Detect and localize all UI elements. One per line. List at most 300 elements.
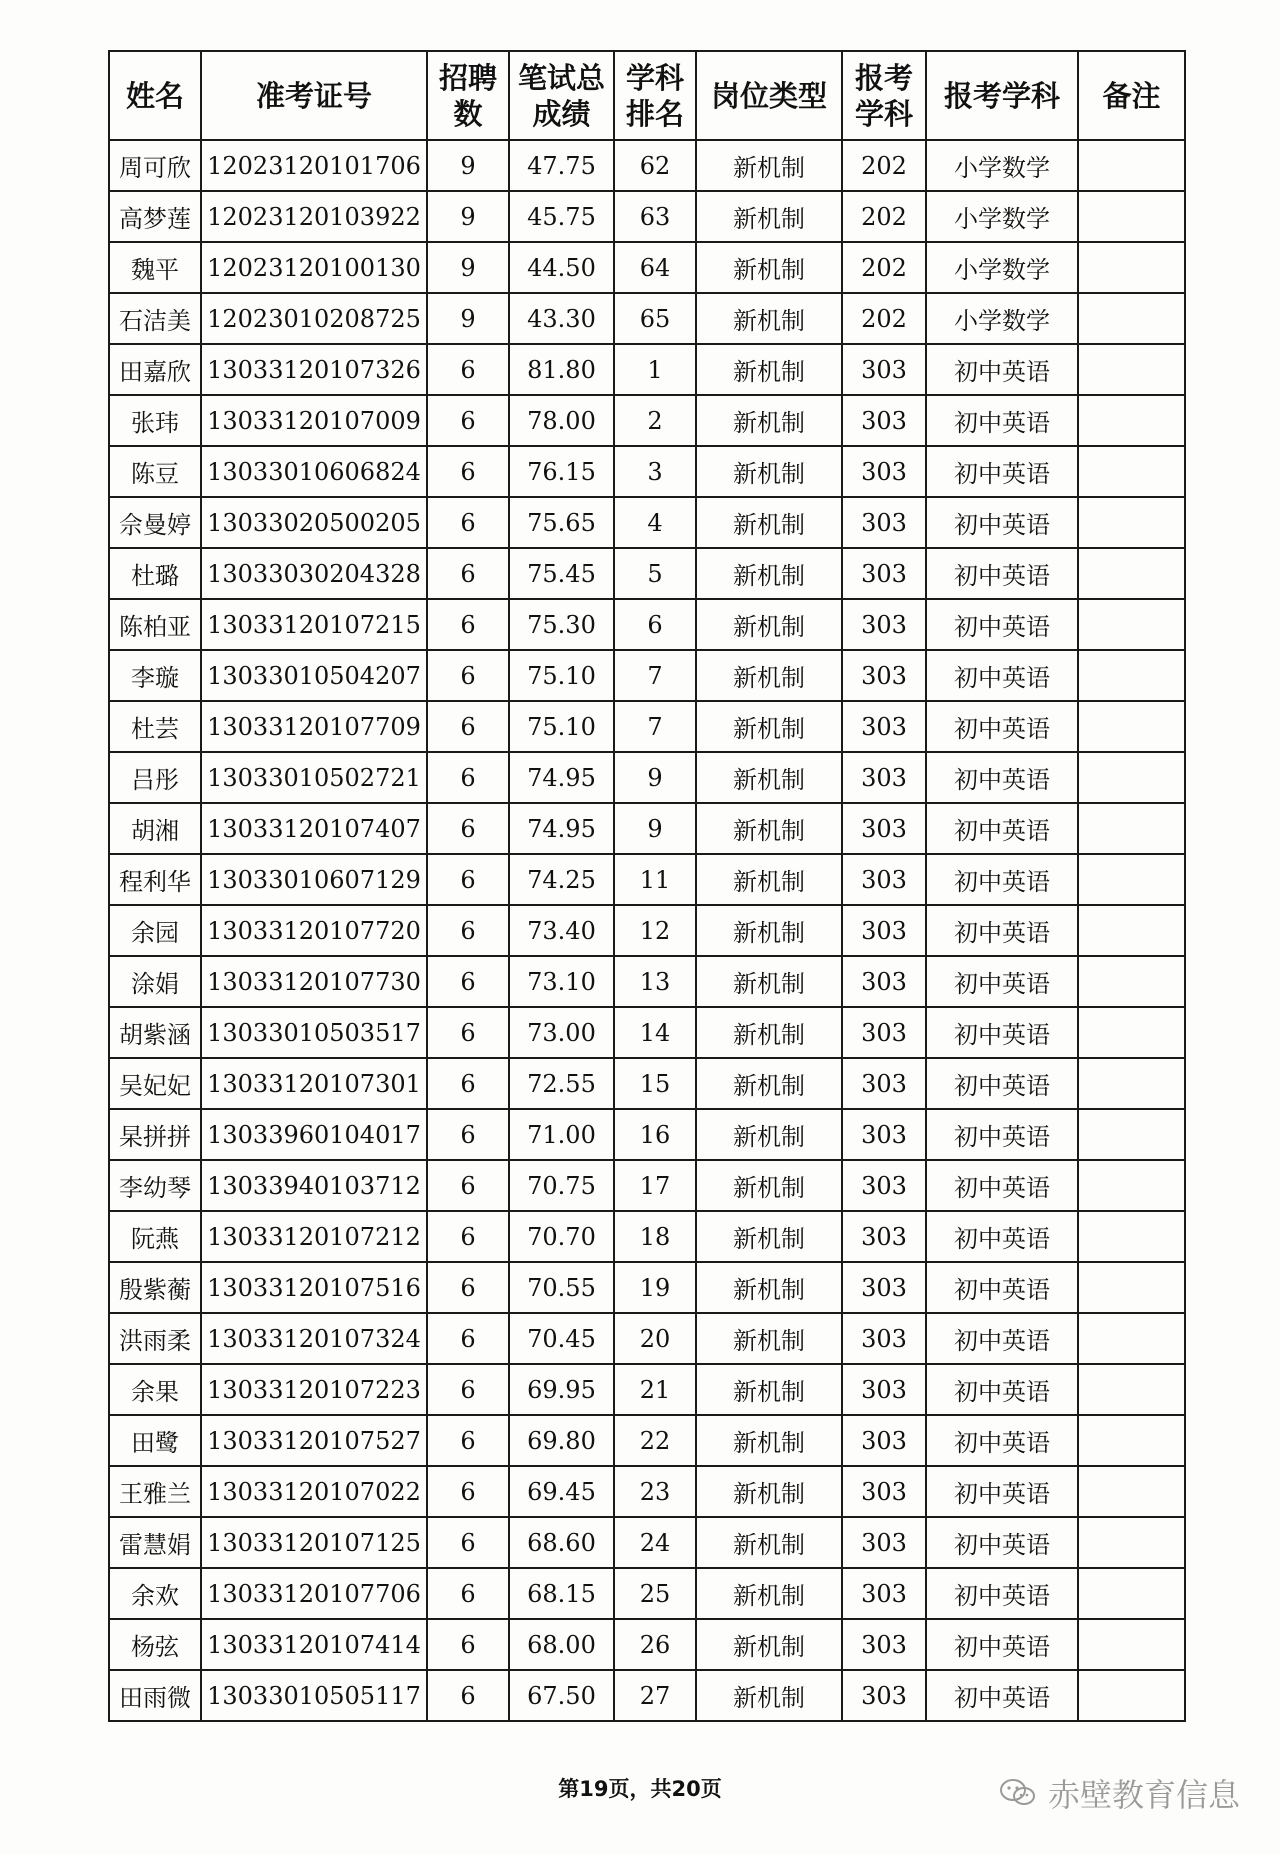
cell-exam-id: 13033120107324 [201, 1313, 427, 1364]
header-row [109, 51, 1185, 140]
cell-position-type: 新机制 [696, 956, 842, 1007]
cell-subject-code: 303 [842, 446, 926, 497]
cell-position-type: 新机制 [696, 803, 842, 854]
cell-subject-name: 初中英语 [926, 497, 1078, 548]
cell-position-type: 新机制 [696, 1517, 842, 1568]
cell-exam-id: 12023120100130 [201, 242, 427, 293]
cell-remark [1078, 191, 1185, 242]
cell-written-score: 73.00 [509, 1007, 614, 1058]
cell-recruit-count: 6 [427, 1313, 509, 1364]
cell-subject-name: 初中英语 [926, 1364, 1078, 1415]
cell-recruit-count: 6 [427, 1058, 509, 1109]
cell-subject-name: 初中英语 [926, 1058, 1078, 1109]
cell-subject-rank: 11 [614, 854, 696, 905]
cell-written-score: 70.55 [509, 1262, 614, 1313]
cell-subject-name: 初中英语 [926, 752, 1078, 803]
cell-subject-rank: 25 [614, 1568, 696, 1619]
cell-exam-id: 13033120107212 [201, 1211, 427, 1262]
cell-exam-id: 12023010208725 [201, 293, 427, 344]
cell-remark [1078, 140, 1185, 191]
cell-subject-code: 303 [842, 1517, 926, 1568]
cell-subject-name: 初中英语 [926, 854, 1078, 905]
cell-exam-id: 13033120107022 [201, 1466, 427, 1517]
cell-subject-name: 初中英语 [926, 905, 1078, 956]
cell-subject-name: 小学数学 [926, 242, 1078, 293]
cell-name: 陈豆 [109, 446, 201, 497]
cell-exam-id: 13033010503517 [201, 1007, 427, 1058]
cell-written-score: 68.00 [509, 1619, 614, 1670]
cell-subject-rank: 5 [614, 548, 696, 599]
cell-recruit-count: 6 [427, 1211, 509, 1262]
cell-recruit-count: 6 [427, 1568, 509, 1619]
cell-recruit-count: 6 [427, 905, 509, 956]
cell-name: 田嘉欣 [109, 344, 201, 395]
cell-position-type: 新机制 [696, 242, 842, 293]
table-row [109, 1466, 1185, 1517]
header-subject-name: 报考学科 [926, 51, 1078, 140]
cell-subject-name: 初中英语 [926, 803, 1078, 854]
cell-subject-rank: 17 [614, 1160, 696, 1211]
table-row [109, 1364, 1185, 1415]
cell-subject-rank: 27 [614, 1670, 696, 1721]
table-row [109, 1619, 1185, 1670]
cell-subject-name: 初中英语 [926, 1007, 1078, 1058]
cell-recruit-count: 6 [427, 548, 509, 599]
cell-subject-code: 303 [842, 803, 926, 854]
cell-subject-rank: 23 [614, 1466, 696, 1517]
cell-position-type: 新机制 [696, 548, 842, 599]
cell-written-score: 76.15 [509, 446, 614, 497]
cell-exam-id: 13033940103712 [201, 1160, 427, 1211]
cell-written-score: 75.10 [509, 650, 614, 701]
cell-subject-rank: 19 [614, 1262, 696, 1313]
cell-position-type: 新机制 [696, 1364, 842, 1415]
cell-position-type: 新机制 [696, 1670, 842, 1721]
cell-subject-name: 初中英语 [926, 650, 1078, 701]
cell-remark [1078, 599, 1185, 650]
cell-subject-rank: 14 [614, 1007, 696, 1058]
cell-name: 张玮 [109, 395, 201, 446]
cell-position-type: 新机制 [696, 1415, 842, 1466]
cell-exam-id: 13033010505117 [201, 1670, 427, 1721]
cell-exam-id: 13033010607129 [201, 854, 427, 905]
cell-name: 雷慧娟 [109, 1517, 201, 1568]
header-subject-code: 报考学科 [842, 51, 926, 140]
cell-written-score: 74.25 [509, 854, 614, 905]
table-row [109, 905, 1185, 956]
cell-name: 高梦莲 [109, 191, 201, 242]
cell-exam-id: 13033120107009 [201, 395, 427, 446]
cell-subject-rank: 62 [614, 140, 696, 191]
cell-exam-id: 13033120107706 [201, 1568, 427, 1619]
table-row [109, 1568, 1185, 1619]
cell-subject-code: 303 [842, 1058, 926, 1109]
cell-written-score: 73.10 [509, 956, 614, 1007]
cell-written-score: 73.40 [509, 905, 614, 956]
cell-remark [1078, 395, 1185, 446]
cell-subject-code: 303 [842, 956, 926, 1007]
cell-remark [1078, 1466, 1185, 1517]
cell-position-type: 新机制 [696, 854, 842, 905]
cell-name: 魏平 [109, 242, 201, 293]
cell-written-score: 68.60 [509, 1517, 614, 1568]
cell-subject-code: 303 [842, 1007, 926, 1058]
watermark-text: 赤壁教育信息 [1048, 1776, 1241, 1814]
table-row [109, 395, 1185, 446]
cell-remark [1078, 1211, 1185, 1262]
cell-subject-name: 初中英语 [926, 1160, 1078, 1211]
cell-name: 吕彤 [109, 752, 201, 803]
cell-recruit-count: 6 [427, 395, 509, 446]
cell-written-score: 74.95 [509, 752, 614, 803]
table-row [109, 548, 1185, 599]
cell-subject-code: 303 [842, 1313, 926, 1364]
cell-position-type: 新机制 [696, 1211, 842, 1262]
cell-subject-code: 303 [842, 701, 926, 752]
cell-subject-name: 小学数学 [926, 293, 1078, 344]
cell-written-score: 75.10 [509, 701, 614, 752]
table-row [109, 650, 1185, 701]
cell-subject-rank: 12 [614, 905, 696, 956]
cell-recruit-count: 6 [427, 599, 509, 650]
cell-remark [1078, 1568, 1185, 1619]
table-row [109, 1670, 1185, 1721]
cell-remark [1078, 344, 1185, 395]
cell-written-score: 71.00 [509, 1109, 614, 1160]
cell-subject-rank: 9 [614, 752, 696, 803]
cell-recruit-count: 6 [427, 1007, 509, 1058]
table-row [109, 1007, 1185, 1058]
cell-remark [1078, 1670, 1185, 1721]
cell-name: 余园 [109, 905, 201, 956]
cell-name: 杜璐 [109, 548, 201, 599]
cell-position-type: 新机制 [696, 650, 842, 701]
cell-subject-code: 202 [842, 140, 926, 191]
cell-recruit-count: 6 [427, 1109, 509, 1160]
cell-subject-code: 303 [842, 1568, 926, 1619]
cell-subject-name: 初中英语 [926, 701, 1078, 752]
cell-written-score: 69.80 [509, 1415, 614, 1466]
table-row [109, 1109, 1185, 1160]
cell-remark [1078, 548, 1185, 599]
cell-subject-name: 初中英语 [926, 1517, 1078, 1568]
cell-subject-rank: 24 [614, 1517, 696, 1568]
cell-subject-rank: 20 [614, 1313, 696, 1364]
cell-subject-code: 303 [842, 548, 926, 599]
cell-exam-id: 12023120101706 [201, 140, 427, 191]
cell-subject-rank: 3 [614, 446, 696, 497]
cell-subject-rank: 1 [614, 344, 696, 395]
table-row [109, 1313, 1185, 1364]
cell-subject-code: 303 [842, 344, 926, 395]
table-row [109, 497, 1185, 548]
cell-recruit-count: 6 [427, 344, 509, 395]
cell-subject-rank: 4 [614, 497, 696, 548]
table-row [109, 803, 1185, 854]
cell-subject-code: 303 [842, 1262, 926, 1313]
cell-written-score: 68.15 [509, 1568, 614, 1619]
cell-name: 田鹭 [109, 1415, 201, 1466]
cell-position-type: 新机制 [696, 1007, 842, 1058]
cell-exam-id: 13033120107407 [201, 803, 427, 854]
cell-recruit-count: 9 [427, 293, 509, 344]
header-exam-id: 准考证号 [201, 51, 427, 140]
cell-name: 胡紫涵 [109, 1007, 201, 1058]
cell-remark [1078, 1313, 1185, 1364]
cell-remark [1078, 701, 1185, 752]
cell-subject-name: 初中英语 [926, 1466, 1078, 1517]
cell-subject-rank: 63 [614, 191, 696, 242]
cell-name: 杜芸 [109, 701, 201, 752]
cell-recruit-count: 6 [427, 1466, 509, 1517]
cell-subject-name: 初中英语 [926, 1415, 1078, 1466]
cell-recruit-count: 6 [427, 854, 509, 905]
cell-written-score: 70.45 [509, 1313, 614, 1364]
cell-name: 佘曼婷 [109, 497, 201, 548]
table-row [109, 1517, 1185, 1568]
cell-recruit-count: 6 [427, 1619, 509, 1670]
cell-written-score: 75.65 [509, 497, 614, 548]
cell-exam-id: 13033120107125 [201, 1517, 427, 1568]
table-row [109, 1415, 1185, 1466]
cell-exam-id: 13033020500205 [201, 497, 427, 548]
cell-subject-code: 303 [842, 1160, 926, 1211]
cell-subject-rank: 15 [614, 1058, 696, 1109]
cell-subject-code: 303 [842, 650, 926, 701]
cell-name: 周可欣 [109, 140, 201, 191]
cell-remark [1078, 956, 1185, 1007]
table-row [109, 1262, 1185, 1313]
cell-subject-name: 初中英语 [926, 446, 1078, 497]
cell-subject-rank: 13 [614, 956, 696, 1007]
cell-name: 陈柏亚 [109, 599, 201, 650]
cell-subject-rank: 21 [614, 1364, 696, 1415]
cell-name: 杲拼拼 [109, 1109, 201, 1160]
cell-exam-id: 13033120107414 [201, 1619, 427, 1670]
cell-exam-id: 13033120107215 [201, 599, 427, 650]
cell-exam-id: 13033120107720 [201, 905, 427, 956]
cell-position-type: 新机制 [696, 1568, 842, 1619]
cell-exam-id: 13033010504207 [201, 650, 427, 701]
watermark [998, 1770, 1240, 1816]
cell-recruit-count: 6 [427, 803, 509, 854]
cell-remark [1078, 752, 1185, 803]
cell-written-score: 70.75 [509, 1160, 614, 1211]
header-recruit-count: 招聘数 [427, 51, 509, 140]
header-subject-rank: 学科排名 [614, 51, 696, 140]
cell-position-type: 新机制 [696, 1058, 842, 1109]
cell-recruit-count: 9 [427, 191, 509, 242]
cell-recruit-count: 9 [427, 242, 509, 293]
score-table [108, 50, 1186, 1722]
cell-recruit-count: 6 [427, 1415, 509, 1466]
cell-name: 余欢 [109, 1568, 201, 1619]
cell-subject-code: 303 [842, 1109, 926, 1160]
header-position-type: 岗位类型 [696, 51, 842, 140]
cell-exam-id: 13033010606824 [201, 446, 427, 497]
cell-written-score: 72.55 [509, 1058, 614, 1109]
cell-subject-rank: 16 [614, 1109, 696, 1160]
cell-subject-code: 303 [842, 1211, 926, 1262]
cell-exam-id: 13033120107527 [201, 1415, 427, 1466]
cell-name: 王雅兰 [109, 1466, 201, 1517]
table-row [109, 701, 1185, 752]
cell-remark [1078, 1619, 1185, 1670]
cell-written-score: 47.75 [509, 140, 614, 191]
cell-name: 李璇 [109, 650, 201, 701]
cell-exam-id: 13033960104017 [201, 1109, 427, 1160]
cell-recruit-count: 6 [427, 1670, 509, 1721]
cell-subject-name: 初中英语 [926, 1670, 1078, 1721]
cell-subject-rank: 9 [614, 803, 696, 854]
table-row [109, 1160, 1185, 1211]
cell-recruit-count: 6 [427, 752, 509, 803]
cell-recruit-count: 6 [427, 497, 509, 548]
cell-position-type: 新机制 [696, 1466, 842, 1517]
table-row [109, 293, 1185, 344]
cell-recruit-count: 6 [427, 650, 509, 701]
cell-subject-name: 初中英语 [926, 1313, 1078, 1364]
cell-subject-code: 303 [842, 1619, 926, 1670]
cell-position-type: 新机制 [696, 293, 842, 344]
cell-subject-name: 初中英语 [926, 344, 1078, 395]
cell-written-score: 70.70 [509, 1211, 614, 1262]
cell-exam-id: 13033030204328 [201, 548, 427, 599]
cell-position-type: 新机制 [696, 599, 842, 650]
cell-subject-name: 初中英语 [926, 1262, 1078, 1313]
cell-written-score: 81.80 [509, 344, 614, 395]
cell-subject-code: 202 [842, 242, 926, 293]
cell-position-type: 新机制 [696, 1262, 842, 1313]
cell-remark [1078, 1415, 1185, 1466]
cell-recruit-count: 6 [427, 956, 509, 1007]
cell-subject-rank: 2 [614, 395, 696, 446]
cell-subject-rank: 18 [614, 1211, 696, 1262]
cell-name: 石洁美 [109, 293, 201, 344]
cell-written-score: 44.50 [509, 242, 614, 293]
cell-subject-code: 303 [842, 854, 926, 905]
cell-position-type: 新机制 [696, 446, 842, 497]
table-row [109, 242, 1185, 293]
cell-exam-id: 13033120107223 [201, 1364, 427, 1415]
cell-position-type: 新机制 [696, 752, 842, 803]
cell-name: 余果 [109, 1364, 201, 1415]
table-row [109, 446, 1185, 497]
cell-subject-rank: 6 [614, 599, 696, 650]
cell-subject-rank: 65 [614, 293, 696, 344]
cell-name: 杨弦 [109, 1619, 201, 1670]
table-row [109, 854, 1185, 905]
cell-position-type: 新机制 [696, 395, 842, 446]
cell-remark [1078, 1364, 1185, 1415]
cell-subject-name: 初中英语 [926, 395, 1078, 446]
cell-recruit-count: 6 [427, 701, 509, 752]
cell-subject-rank: 22 [614, 1415, 696, 1466]
cell-recruit-count: 6 [427, 1160, 509, 1211]
cell-written-score: 43.30 [509, 293, 614, 344]
cell-subject-name: 小学数学 [926, 191, 1078, 242]
cell-name: 李幼琴 [109, 1160, 201, 1211]
table-row [109, 344, 1185, 395]
cell-written-score: 45.75 [509, 191, 614, 242]
table-row [109, 191, 1185, 242]
cell-written-score: 75.45 [509, 548, 614, 599]
cell-exam-id: 12023120103922 [201, 191, 427, 242]
cell-subject-name: 小学数学 [926, 140, 1078, 191]
cell-recruit-count: 6 [427, 446, 509, 497]
cell-remark [1078, 293, 1185, 344]
cell-name: 殷紫蘅 [109, 1262, 201, 1313]
cell-remark [1078, 1109, 1185, 1160]
cell-position-type: 新机制 [696, 905, 842, 956]
cell-position-type: 新机制 [696, 497, 842, 548]
cell-name: 吴妃妃 [109, 1058, 201, 1109]
cell-exam-id: 13033120107516 [201, 1262, 427, 1313]
cell-exam-id: 13033120107326 [201, 344, 427, 395]
cell-subject-code: 303 [842, 497, 926, 548]
cell-subject-rank: 7 [614, 650, 696, 701]
cell-remark [1078, 446, 1185, 497]
cell-written-score: 69.45 [509, 1466, 614, 1517]
cell-position-type: 新机制 [696, 1109, 842, 1160]
cell-position-type: 新机制 [696, 1619, 842, 1670]
cell-remark [1078, 905, 1185, 956]
cell-written-score: 78.00 [509, 395, 614, 446]
cell-subject-name: 初中英语 [926, 599, 1078, 650]
cell-remark [1078, 1007, 1185, 1058]
table-row [109, 1211, 1185, 1262]
cell-subject-rank: 64 [614, 242, 696, 293]
cell-written-score: 69.95 [509, 1364, 614, 1415]
table-row [109, 956, 1185, 1007]
cell-name: 洪雨柔 [109, 1313, 201, 1364]
cell-subject-code: 303 [842, 905, 926, 956]
cell-position-type: 新机制 [696, 140, 842, 191]
cell-name: 胡湘 [109, 803, 201, 854]
cell-subject-rank: 7 [614, 701, 696, 752]
cell-name: 程利华 [109, 854, 201, 905]
cell-remark [1078, 242, 1185, 293]
cell-position-type: 新机制 [696, 344, 842, 395]
cell-exam-id: 13033120107301 [201, 1058, 427, 1109]
cell-name: 田雨微 [109, 1670, 201, 1721]
cell-subject-name: 初中英语 [926, 1568, 1078, 1619]
table-row [109, 1058, 1185, 1109]
cell-subject-code: 303 [842, 599, 926, 650]
cell-subject-name: 初中英语 [926, 956, 1078, 1007]
cell-subject-code: 303 [842, 1670, 926, 1721]
cell-remark [1078, 497, 1185, 548]
cell-position-type: 新机制 [696, 701, 842, 752]
table-row [109, 140, 1185, 191]
cell-subject-code: 303 [842, 1466, 926, 1517]
cell-subject-code: 202 [842, 191, 926, 242]
cell-remark [1078, 1058, 1185, 1109]
cell-subject-name: 初中英语 [926, 548, 1078, 599]
cell-remark [1078, 1517, 1185, 1568]
cell-subject-rank: 26 [614, 1619, 696, 1670]
cell-exam-id: 13033120107709 [201, 701, 427, 752]
cell-exam-id: 13033010502721 [201, 752, 427, 803]
cell-name: 阮燕 [109, 1211, 201, 1262]
cell-exam-id: 13033120107730 [201, 956, 427, 1007]
cell-subject-code: 202 [842, 293, 926, 344]
table-row [109, 599, 1185, 650]
cell-recruit-count: 6 [427, 1364, 509, 1415]
wechat-official-account-icon [998, 1777, 1038, 1809]
cell-subject-name: 初中英语 [926, 1109, 1078, 1160]
cell-subject-code: 303 [842, 395, 926, 446]
